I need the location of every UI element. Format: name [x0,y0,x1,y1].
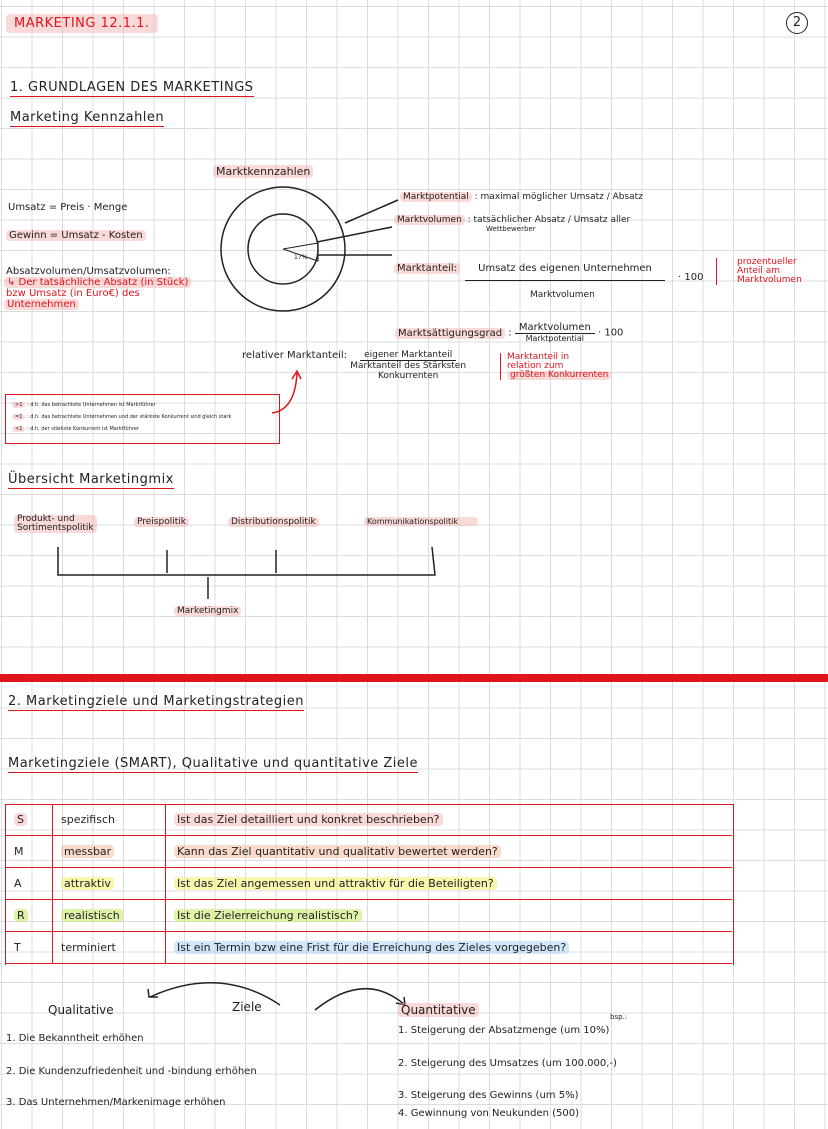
absatz-desc: ↳ Der tatsächliche Absatz (in Stück) [4,277,191,288]
marktanteil-note: prozentueller Anteil am Marktvolumen [716,258,802,285]
ziele-label: Ziele [232,1000,262,1014]
mix-center: Marketingmix [174,606,241,616]
relativ-formula: relativer Marktanteil: eigener Marktanteil Marktanteil des Stärksten Konkurrenten [242,350,467,381]
mix-title: Übersicht Marketingmix [8,472,174,487]
section1-title: 1. GRUNDLAGEN DES MARKETINGS [10,80,254,95]
relativ-note: Marktanteil in relation zum größten Konkurrenten [500,353,611,380]
pointer-line [317,227,392,242]
quantitative-title: Quantitative [398,1003,479,1017]
marktvolumen-def-2: Wettbewerber [486,225,536,233]
marktanteil-label: Marktanteil: [394,263,460,274]
table-row: A attraktiv Ist das Ziel angemessen und attraktiv für die Beteiligten? [6,868,732,900]
qualitative-item: 3. Das Unternehmen/Markenimage erhöhen [6,1097,226,1108]
section2-subtitle: Marketingziele (SMART), Qualitative und quantitative Ziele [8,756,419,771]
smart-table [6,804,732,964]
mix-kommunikation: Kommunikationspolitik [364,517,478,526]
saettigung-formula: Marktsättigungsgrad : $\frac{\text{Marktvolumen}}{\text{Marktpotential}}$ · 100 [395,322,623,343]
marktpotential-def: Marktpotential : maximal möglicher Umsatz / Absatz [400,192,643,202]
marktvolumen-def: Marktvolumen : tatsächlicher Absatz / Umsatz aller [394,215,630,225]
table-row: M messbar Kann das Ziel quantitativ und qualitativ bewertet werden? [6,836,732,868]
box-row: <1 : d.h. der stärkste Konkurrent ist Marktführer [12,423,273,435]
mix-preis: Preispolitik [134,517,189,527]
section-divider [0,674,828,682]
table-row: T terminiert Ist ein Termin bzw eine Frist für die Erreichung des Zieles vorgegeben? [6,932,732,964]
qualitative-item: 1. Die Bekanntheit erhöhen [6,1033,144,1044]
quantitative-item: 1. Steigerung der Absatzmenge (um 10%) [398,1025,610,1036]
quantitative-item: 3. Steigerung des Gewinns (um 5%) [398,1090,579,1101]
quantitative-item: 4. Gewinnung von Neukunden (500) [398,1108,580,1119]
box-row: >1 : d.h. das betrachtete Unternehmen ist Marktführer [12,399,273,411]
formula-gewinn: Gewinn = Umsatz - Kosten [6,230,146,241]
marktanteil-numerator: Umsatz des eigenen Unternehmen [465,263,665,281]
section1-subtitle: Marketing Kennzahlen [10,110,165,125]
pointer-line [345,200,398,223]
section2-title: 2. Marketingziele und Marketingstrategien [8,694,305,709]
mix-produkt: Produkt- und Sortimentspolitik [14,515,97,533]
marktanteil-factor: · 100 [678,272,704,283]
quantitative-item: 2. Steigerung des Umsatzes (um 100.000,-) [398,1058,617,1069]
marktanteil-denominator: Marktvolumen [530,290,595,300]
mix-bracket [50,545,450,605]
diagram-title: Marktkennzahlen [213,165,313,178]
qualitative-item: 2. Die Kundenzufriedenheit und -bindung erhöhen [6,1066,257,1077]
table-row: R realistisch Ist die Zielerreichung realistisch? [6,900,732,932]
relativ-interpretation-box [5,394,280,444]
absatz-title: Absatzvolumen/Umsatzvolumen: [6,266,171,277]
absatz-desc: Unternehmen [4,299,79,310]
mix-distribution: Distributionspolitik [228,517,319,527]
qualitative-title: Qualitative [48,1003,114,1017]
absatz-desc: bzw Umsatz (in Euro€) des [6,288,140,299]
page-number: 2 [786,12,808,34]
diagram-percent: 17% [294,254,308,261]
box-row: =1 : d.h. das betrachtete Unternehmen und der stärkste Konkurrent sind gleich stark [12,411,273,423]
page-header-title: MARKETING 12.1.1. [6,14,158,33]
formula-umsatz: Umsatz = Preis · Menge [8,202,128,213]
bsp-label: bsp.: [610,1013,628,1021]
table-row: S spezifisch Ist das Ziel detailliert und konkret beschrieben? [6,804,732,836]
